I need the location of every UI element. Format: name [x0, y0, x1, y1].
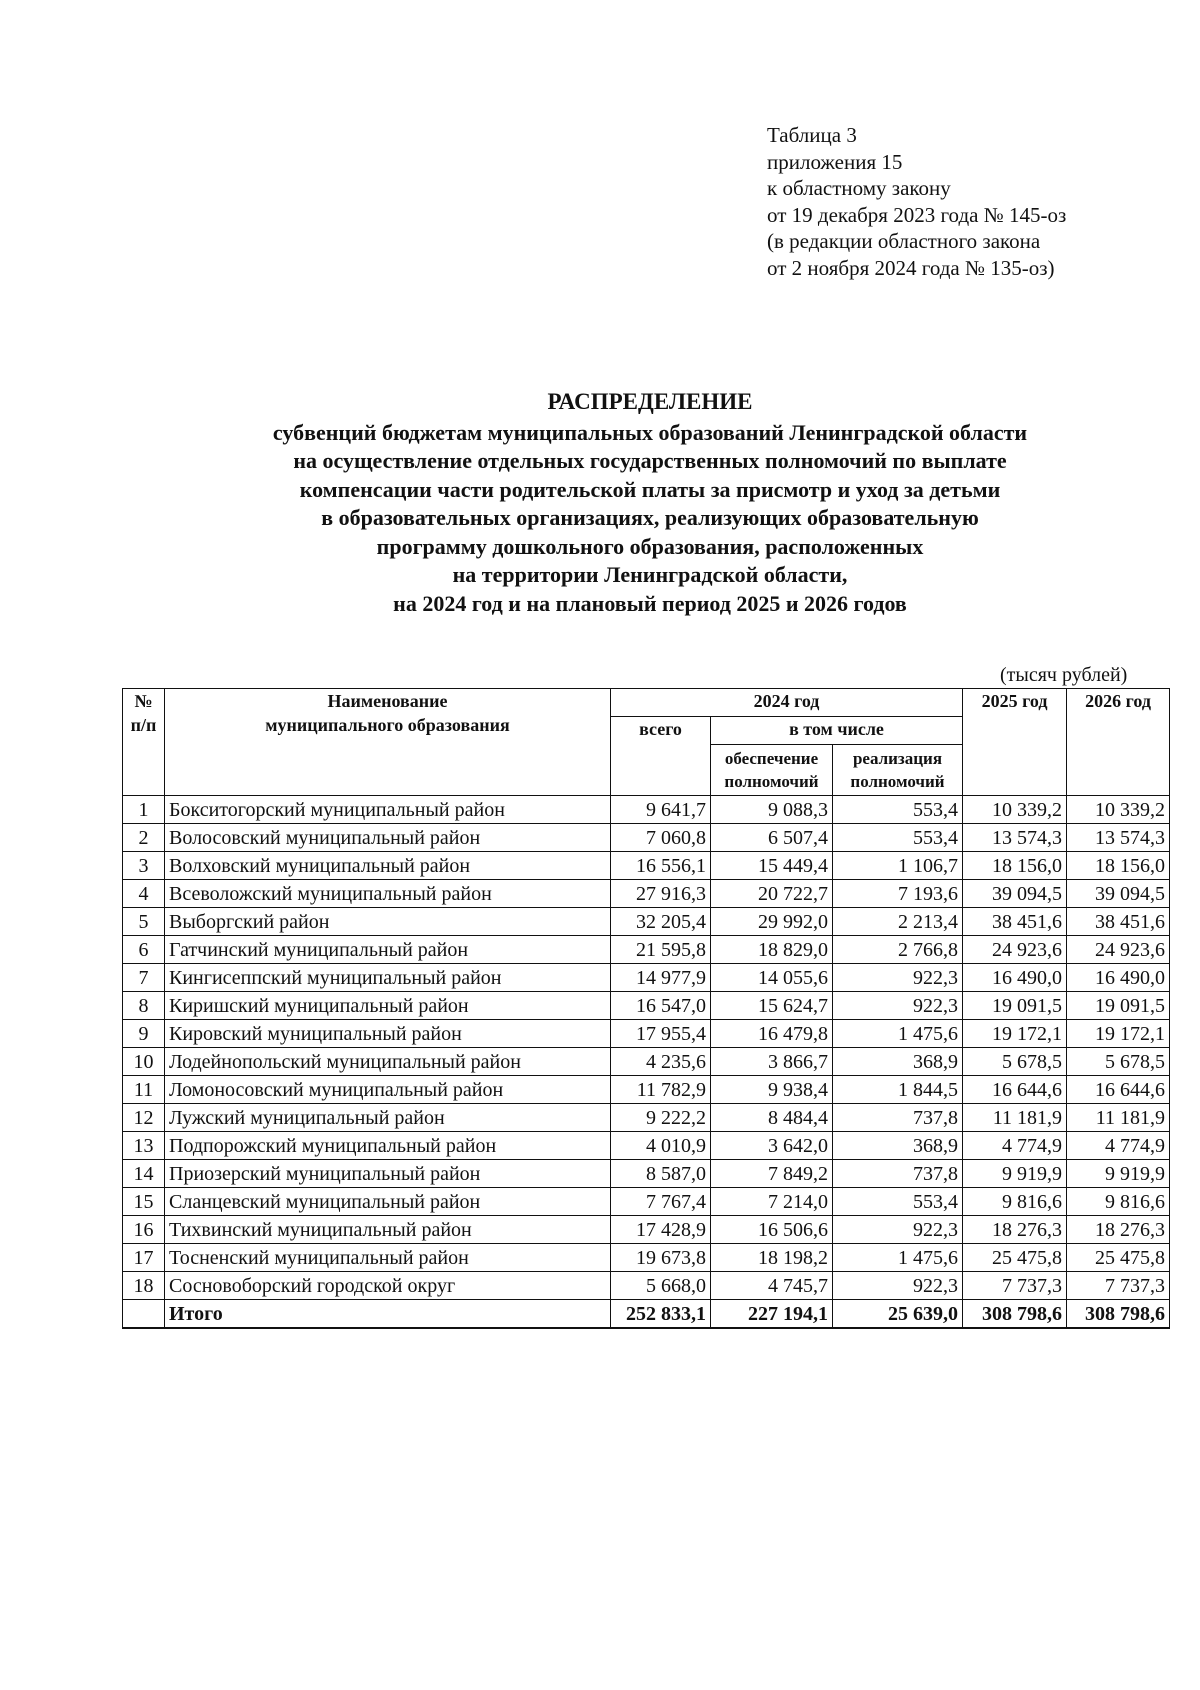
row-amount-2026: 16 644,6: [1067, 1076, 1170, 1104]
header-implementation-line1: реализация: [852, 749, 943, 768]
row-provision-2024: 14 055,6: [711, 964, 833, 992]
row-amount-2025: 9 919,9: [963, 1160, 1067, 1188]
row-provision-2024: 16 506,6: [711, 1216, 833, 1244]
table-row: [123, 1216, 1170, 1244]
header-number-line2: п/п: [130, 715, 157, 735]
row-amount-2025: 39 094,5: [963, 880, 1067, 908]
row-amount-2025: 13 574,3: [963, 824, 1067, 852]
header-name-line1: Наименование: [327, 691, 448, 711]
row-implementation-2024: 1 475,6: [833, 1020, 963, 1048]
row-amount-2026: 39 094,5: [1067, 880, 1170, 908]
row-provision-2024: 3 642,0: [711, 1132, 833, 1160]
row-provision-2024: 9 938,4: [711, 1076, 833, 1104]
row-provision-2024: 9 088,3: [711, 796, 833, 824]
row-municipality-name: Выборгский район: [165, 908, 611, 936]
row-amount-2026: 4 774,9: [1067, 1132, 1170, 1160]
row-provision-2024: 6 507,4: [711, 824, 833, 852]
row-implementation-2024: 922,3: [833, 964, 963, 992]
row-municipality-name: Лодейнопольский муниципальный район: [165, 1048, 611, 1076]
table-header: [123, 689, 1170, 796]
header-year-2025: 2025 год: [963, 689, 1067, 796]
row-provision-2024: 18 829,0: [711, 936, 833, 964]
document-title: [60, 388, 1200, 618]
row-municipality-name: Бокситогорский муниципальный район: [165, 796, 611, 824]
header-number: [123, 689, 165, 796]
row-number: 6: [123, 936, 165, 964]
header-implementation-line2: полномочий: [850, 772, 945, 791]
appendix-line: приложения 15: [767, 149, 903, 174]
row-municipality-name: Приозерский муниципальный район: [165, 1160, 611, 1188]
row-number: 7: [123, 964, 165, 992]
appendix-reference: [767, 122, 1066, 281]
row-implementation-2024: 553,4: [833, 824, 963, 852]
row-amount-2025: 24 923,6: [963, 936, 1067, 964]
appendix-line: (в редакции областного закона: [767, 229, 1041, 253]
row-number: 8: [123, 992, 165, 1020]
header-number-line1: №: [134, 691, 153, 711]
row-provision-2024: 7 214,0: [711, 1188, 833, 1216]
row-total-2024: 9 641,7: [611, 796, 711, 824]
row-amount-2026: 19 091,5: [1067, 992, 1170, 1020]
title-line: на 2024 год и на плановый период 2025 и 2026 годов: [393, 590, 907, 616]
row-total-2024: 7 060,8: [611, 824, 711, 852]
appendix-line: к областному закону: [767, 176, 951, 200]
row-amount-2026: 13 574,3: [1067, 824, 1170, 852]
row-amount-2025: 9 816,6: [963, 1188, 1067, 1216]
appendix-line: от 2 ноября 2024 года № 135-оз): [767, 255, 1055, 280]
totals-2025: 308 798,6: [963, 1300, 1067, 1329]
units-label: (тысяч рублей): [1000, 664, 1128, 686]
row-implementation-2024: 553,4: [833, 1188, 963, 1216]
row-municipality-name: Ломоносовский муниципальный район: [165, 1076, 611, 1104]
row-number: 10: [123, 1048, 165, 1076]
row-total-2024: 32 205,4: [611, 908, 711, 936]
table-row: [123, 1272, 1170, 1300]
row-implementation-2024: 553,4: [833, 796, 963, 824]
row-total-2024: 4 235,6: [611, 1048, 711, 1076]
row-implementation-2024: 368,9: [833, 1048, 963, 1076]
row-number: 5: [123, 908, 165, 936]
table-row: [123, 1244, 1170, 1272]
row-amount-2026: 19 172,1: [1067, 1020, 1170, 1048]
row-total-2024: 27 916,3: [611, 880, 711, 908]
appendix-line: Таблица 3: [767, 123, 857, 147]
table-row: [123, 936, 1170, 964]
row-amount-2025: 11 181,9: [963, 1104, 1067, 1132]
header-year-2026: 2026 год: [1067, 689, 1170, 796]
row-implementation-2024: 2 766,8: [833, 936, 963, 964]
row-total-2024: 21 595,8: [611, 936, 711, 964]
row-provision-2024: 15 449,4: [711, 852, 833, 880]
row-amount-2025: 38 451,6: [963, 908, 1067, 936]
row-total-2024: 5 668,0: [611, 1272, 711, 1300]
row-amount-2026: 9 816,6: [1067, 1188, 1170, 1216]
table-row: [123, 964, 1170, 992]
row-total-2024: 17 428,9: [611, 1216, 711, 1244]
row-municipality-name: Тихвинский муниципальный район: [165, 1216, 611, 1244]
table-row: [123, 796, 1170, 824]
row-amount-2026: 16 490,0: [1067, 964, 1170, 992]
row-implementation-2024: 2 213,4: [833, 908, 963, 936]
row-amount-2025: 7 737,3: [963, 1272, 1067, 1300]
header-implementation: [833, 745, 963, 796]
row-amount-2026: 10 339,2: [1067, 796, 1170, 824]
row-amount-2026: 7 737,3: [1067, 1272, 1170, 1300]
row-number: 15: [123, 1188, 165, 1216]
row-implementation-2024: 737,8: [833, 1160, 963, 1188]
row-municipality-name: Подпорожский муниципальный район: [165, 1132, 611, 1160]
title-line: на осуществление отдельных государственных полномочий по выплате: [293, 448, 1007, 473]
row-municipality-name: Тосненский муниципальный район: [165, 1244, 611, 1272]
row-implementation-2024: 922,3: [833, 992, 963, 1020]
title-line: на территории Ленинградской области,: [452, 562, 848, 587]
totals-row: [123, 1300, 1170, 1329]
row-municipality-name: Всеволожский муниципальный район: [165, 880, 611, 908]
header-including: в том числе: [711, 717, 963, 745]
row-amount-2026: 38 451,6: [1067, 908, 1170, 936]
row-provision-2024: 16 479,8: [711, 1020, 833, 1048]
totals-provision: 227 194,1: [711, 1300, 833, 1329]
row-total-2024: 4 010,9: [611, 1132, 711, 1160]
row-provision-2024: 20 722,7: [711, 880, 833, 908]
table-row: [123, 852, 1170, 880]
row-amount-2025: 4 774,9: [963, 1132, 1067, 1160]
row-amount-2025: 19 172,1: [963, 1020, 1067, 1048]
row-total-2024: 7 767,4: [611, 1188, 711, 1216]
row-implementation-2024: 922,3: [833, 1216, 963, 1244]
header-provision-line1: обеспечение: [724, 749, 819, 768]
row-total-2024: 17 955,4: [611, 1020, 711, 1048]
row-number: 12: [123, 1104, 165, 1132]
totals-2026: 308 798,6: [1067, 1300, 1170, 1329]
row-implementation-2024: 1 475,6: [833, 1244, 963, 1272]
header-provision-line2: полномочий: [724, 772, 819, 791]
title-line: в образовательных организациях, реализующих образовательную: [321, 505, 979, 530]
row-municipality-name: Сосновоборский городской округ: [165, 1272, 611, 1300]
row-amount-2026: 18 156,0: [1067, 852, 1170, 880]
row-municipality-name: Кингисеппский муниципальный район: [165, 964, 611, 992]
row-total-2024: 8 587,0: [611, 1160, 711, 1188]
row-amount-2026: 24 923,6: [1067, 936, 1170, 964]
row-provision-2024: 4 745,7: [711, 1272, 833, 1300]
table-row: [123, 824, 1170, 852]
table-row: [123, 992, 1170, 1020]
table-row: [123, 880, 1170, 908]
row-total-2024: 9 222,2: [611, 1104, 711, 1132]
table-row: [123, 1076, 1170, 1104]
row-provision-2024: 29 992,0: [711, 908, 833, 936]
totals-label: Итого: [165, 1300, 611, 1329]
row-number: 17: [123, 1244, 165, 1272]
row-amount-2025: 25 475,8: [963, 1244, 1067, 1272]
row-provision-2024: 18 198,2: [711, 1244, 833, 1272]
table-row: [123, 1020, 1170, 1048]
subventions-table: [122, 688, 1170, 1329]
row-implementation-2024: 737,8: [833, 1104, 963, 1132]
row-amount-2025: 18 156,0: [963, 852, 1067, 880]
row-number: 2: [123, 824, 165, 852]
row-provision-2024: 15 624,7: [711, 992, 833, 1020]
row-number: 14: [123, 1160, 165, 1188]
row-municipality-name: Лужский муниципальный район: [165, 1104, 611, 1132]
totals-implementation: 25 639,0: [833, 1300, 963, 1329]
title-main: РАСПРЕДЕЛЕНИЕ: [547, 389, 753, 414]
row-amount-2025: 10 339,2: [963, 796, 1067, 824]
header-name: [165, 689, 611, 796]
header-provision: [711, 745, 833, 796]
table-row: [123, 1048, 1170, 1076]
row-municipality-name: Кировский муниципальный район: [165, 1020, 611, 1048]
row-total-2024: 19 673,8: [611, 1244, 711, 1272]
row-amount-2026: 9 919,9: [1067, 1160, 1170, 1188]
header-name-line2: муниципального образования: [265, 715, 510, 735]
row-municipality-name: Волховский муниципальный район: [165, 852, 611, 880]
totals-total: 252 833,1: [611, 1300, 711, 1329]
row-total-2024: 14 977,9: [611, 964, 711, 992]
row-municipality-name: Волосовский муниципальный район: [165, 824, 611, 852]
row-implementation-2024: 368,9: [833, 1132, 963, 1160]
row-provision-2024: 8 484,4: [711, 1104, 833, 1132]
row-amount-2025: 18 276,3: [963, 1216, 1067, 1244]
row-amount-2025: 16 490,0: [963, 964, 1067, 992]
row-amount-2025: 16 644,6: [963, 1076, 1067, 1104]
row-number: 1: [123, 796, 165, 824]
row-amount-2026: 5 678,5: [1067, 1048, 1170, 1076]
table-row: [123, 1160, 1170, 1188]
row-number: 3: [123, 852, 165, 880]
row-number: 11: [123, 1076, 165, 1104]
row-amount-2026: 25 475,8: [1067, 1244, 1170, 1272]
title-line: компенсации части родительской платы за присмотр и уход за детьми: [299, 476, 1001, 502]
row-number: 9: [123, 1020, 165, 1048]
row-number: 18: [123, 1272, 165, 1300]
row-implementation-2024: 7 193,6: [833, 880, 963, 908]
table-body: [123, 796, 1170, 1329]
row-total-2024: 16 556,1: [611, 852, 711, 880]
header-total: всего: [611, 717, 711, 796]
appendix-line: от 19 декабря 2023 года № 145-оз: [767, 202, 1067, 227]
row-provision-2024: 7 849,2: [711, 1160, 833, 1188]
row-amount-2025: 19 091,5: [963, 992, 1067, 1020]
row-provision-2024: 3 866,7: [711, 1048, 833, 1076]
table-row: [123, 908, 1170, 936]
table-row: [123, 1104, 1170, 1132]
title-line: программу дошкольного образования, расположенных: [376, 533, 924, 559]
table-row: [123, 1132, 1170, 1160]
row-municipality-name: Сланцевский муниципальный район: [165, 1188, 611, 1216]
row-total-2024: 16 547,0: [611, 992, 711, 1020]
row-implementation-2024: 922,3: [833, 1272, 963, 1300]
row-amount-2025: 5 678,5: [963, 1048, 1067, 1076]
row-implementation-2024: 1 106,7: [833, 852, 963, 880]
row-number: 13: [123, 1132, 165, 1160]
table-row: [123, 1188, 1170, 1216]
row-number: 4: [123, 880, 165, 908]
row-municipality-name: Гатчинский муниципальный район: [165, 936, 611, 964]
row-municipality-name: Киришский муниципальный район: [165, 992, 611, 1020]
row-total-2024: 11 782,9: [611, 1076, 711, 1104]
header-year-2024: 2024 год: [611, 689, 963, 717]
row-implementation-2024: 1 844,5: [833, 1076, 963, 1104]
row-number: 16: [123, 1216, 165, 1244]
totals-number-cell: [123, 1300, 165, 1329]
row-amount-2026: 11 181,9: [1067, 1104, 1170, 1132]
title-line: субвенций бюджетам муниципальных образований Ленинградской области: [272, 419, 1028, 445]
row-amount-2026: 18 276,3: [1067, 1216, 1170, 1244]
